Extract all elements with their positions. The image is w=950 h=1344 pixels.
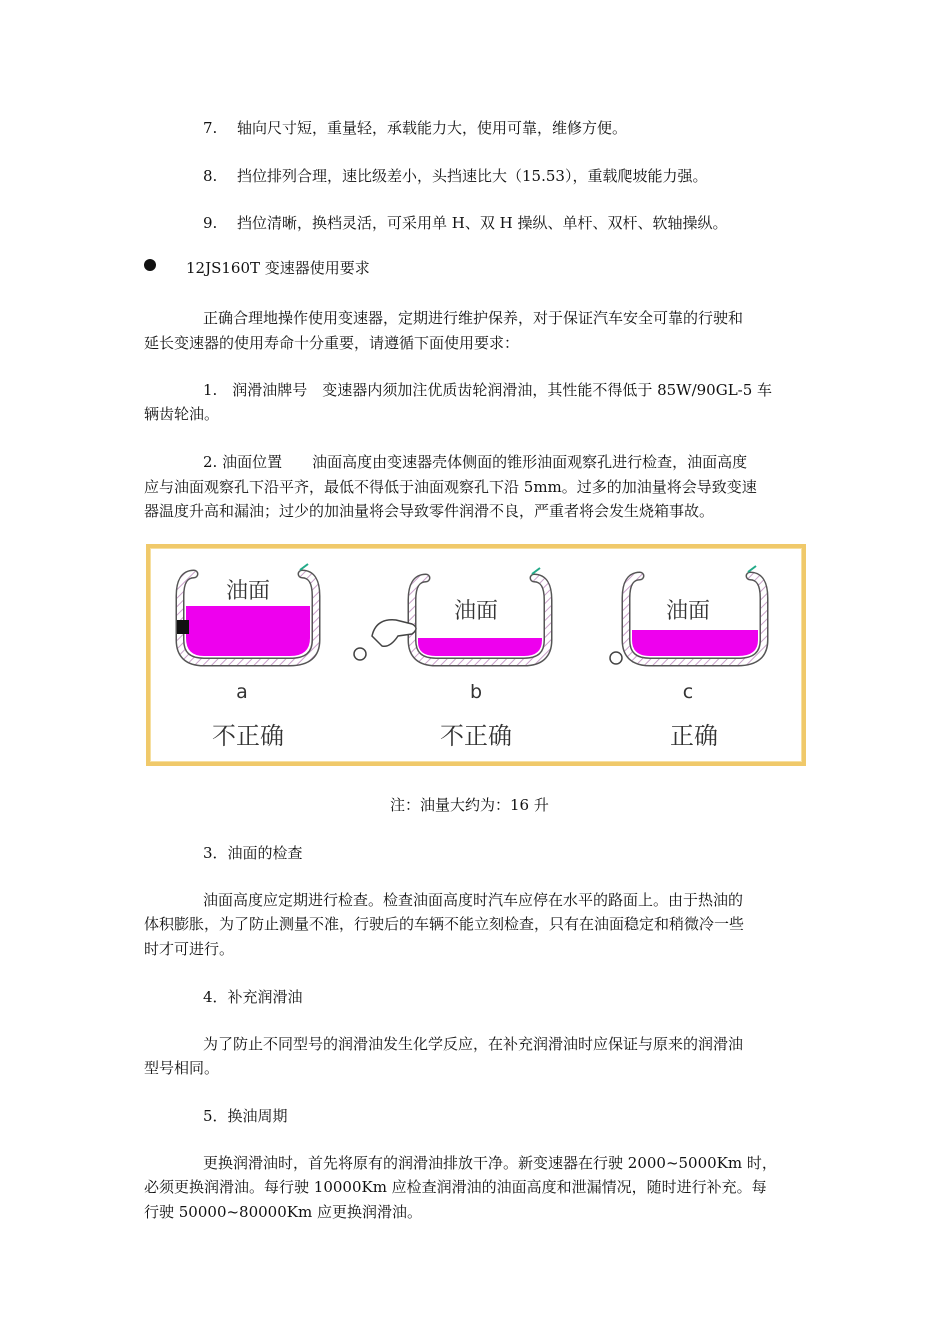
item1-line-2: 辆齿轮油。 (144, 405, 220, 423)
panel-letter: b (469, 681, 483, 703)
list-text: 轴向尺寸短，重量轻，承载能力大，使用可靠，维修方便。 (237, 119, 628, 137)
oil-fill (418, 638, 542, 656)
list-text: 挡位排列合理，速比级差小，头挡速比大（15.53），重载爬坡能力强。 (237, 167, 708, 185)
panel-letter: a (236, 681, 248, 703)
item2-line-2: 应与油面观察孔下沿平齐，最低不得低于油面观察孔下沿 5mm。过多的加油量将会导致变速 (144, 478, 757, 496)
plug-icon (610, 652, 622, 664)
tank-label: 油面 (665, 599, 711, 624)
figure-note: 注：油量大约为：16 升 (390, 796, 549, 814)
item1-line-1: 1. 润滑油牌号 变速器内须加注优质齿轮润滑油，其性能不得低于 85W/90GL-5 车 (203, 381, 773, 399)
panel-a (177, 564, 316, 750)
panel-b (354, 568, 548, 750)
panel-c (610, 566, 764, 750)
oil-level-figure (146, 544, 806, 766)
item5-line-1: 更换润滑油时，首先将原有的润滑油排放干净。新变速器在行驶 2000~5000Km 时， (203, 1154, 777, 1172)
list-item-9 (203, 213, 727, 233)
item2-line-3: 器温度升高和漏油；过少的加油量将会导致零件润滑不良，严重者将会发生烧箱事故。 (144, 502, 715, 520)
item4-line-2: 型号相同。 (144, 1059, 220, 1077)
list-number: 9. (203, 214, 218, 232)
list-item-8 (203, 166, 707, 186)
item5-heading: 5．换油周期 (203, 1107, 288, 1125)
panel-letter: c (682, 681, 694, 703)
oil-level-illustration (150, 548, 802, 762)
oil-fill (632, 630, 758, 656)
item4-line-1: 为了防止不同型号的润滑油发生化学反应，在补充润滑油时应保证与原来的润滑油 (203, 1035, 744, 1053)
tank-label: 油面 (453, 599, 499, 624)
plug-icon (354, 648, 366, 660)
item3-line-1: 油面高度应定期进行检查。检查油面高度时汽车应停在水平的路面上。由于热油的 (203, 891, 744, 909)
oil-fill (186, 606, 310, 656)
intro-line-2: 延长变速器的使用寿命十分重要，请遵循下面使用要求： (144, 334, 520, 352)
list-item-7 (203, 118, 627, 138)
item4-heading: 4．补充润滑油 (203, 988, 303, 1006)
list-number: 7. (203, 119, 218, 137)
verdict-label: 不正确 (212, 722, 284, 750)
verdict-label: 正确 (670, 722, 718, 750)
item3-heading: 3．油面的检查 (203, 844, 303, 862)
list-text: 挡位清晰，换档灵活，可采用单 H、双 H 操纵、单杆、双杆、软轴操纵。 (237, 214, 728, 232)
item2-line-1: 2. 油面位置 油面高度由变速器壳体侧面的锥形油面观察孔进行检查，油面高度 (203, 453, 748, 471)
plug-icon (177, 620, 189, 634)
verdict-label: 不正确 (440, 722, 512, 750)
intro-line-1: 正确合理地操作使用变速器，定期进行维护保养，对于保证汽车安全可靠的行驶和 (203, 309, 744, 327)
list-number: 8. (203, 167, 218, 185)
bullet-icon (144, 259, 156, 271)
item3-line-3: 时才可进行。 (144, 940, 235, 958)
tank-label: 油面 (225, 579, 271, 604)
item3-line-2: 体积膨胀，为了防止测量不准，行驶后的车辆不能立刻检查，只有在油面稳定和稍微冷一些 (144, 915, 745, 933)
item5-line-2: 必须更换润滑油。每行驶 10000Km 应检查润滑油的油面高度和泄漏情况，随时进行补充。每 (144, 1178, 767, 1196)
section-heading: 12JS160T 变速器使用要求 (186, 259, 370, 277)
item5-line-3: 行驶 50000~80000Km 应更换润滑油。 (144, 1203, 422, 1221)
